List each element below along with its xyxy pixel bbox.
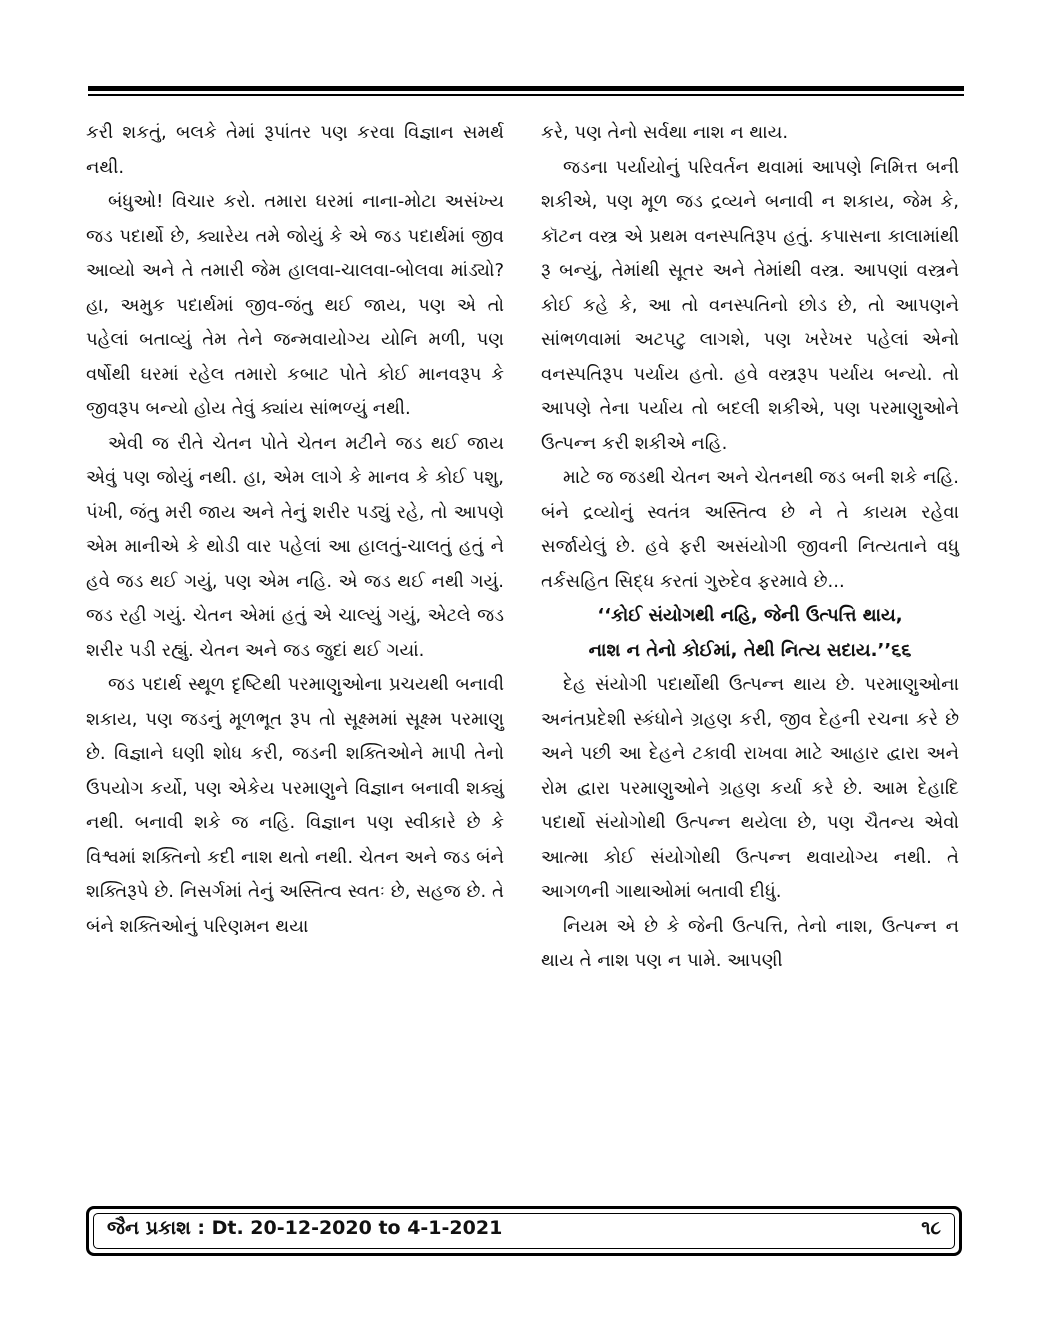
paragraph: કરે, પણ તેનો સર્વથા નાશ ન થાય.	[541, 122, 789, 143]
paragraph: કરી શકતું, બલકે તેમાં રૂપાંતર પણ કરવા વિજ્ઞાન સમર્થ નથી.	[86, 122, 504, 178]
publication-title: જૈન પ્રકાશ : Dt. 20-12-2020 to 4-1-2021	[107, 1217, 503, 1239]
page-number: ૧૮	[921, 1217, 941, 1239]
paragraph: માટે જ જડથી ચેતન અને ચેતનથી જડ બની શકે નહિ. બંને દ્રવ્યોનું સ્વતંત્ર અસ્તિત્વ છે ને તે કાયમ રહેવા સર્જાયેલું છે. હવે ફરી અસંયોગી જીવની નિત્યતાને વધુ તર્કસહિત સિદ્ધ કરતાં ગુરુદેવ ફરમાવે છે...	[541, 467, 959, 592]
paragraph: દેહ સંયોગી પદાર્થોથી ઉત્પન્ન થાય છે. પરમાણુઓના અનંતપ્રદેશી સ્કંધોને ગ્રહણ કરી, જીવ દેહની રચના કરે છે અને પછી આ દેહને ટકાવી રાખવા માટે આહાર દ્વારા અને રોમ દ્વારા પરમાણુઓને ગ્રહણ કર્યા કરે છે. આમ દેહાદિ પદાર્થો સંયોગોથી ઉત્પન્ન થયેલા છે, પણ ચૈતન્ય એવો આત્મા કોઈ સંયોગોથી ઉત્પન્ન થવાયોગ્ય નથી. તે આગળની ગાથાઓમાં બતાવી દીધું.	[541, 674, 959, 902]
right-column	[541, 116, 959, 979]
paragraph: નિયમ એ છે કે જેની ઉત્પત્તિ, તેનો નાશ, ઉત્પન્ન ન થાય તે નાશ પણ ન પામે. આપણી	[541, 915, 959, 971]
paragraph: એવી જ રીતે ચેતન પોતે ચેતન મટીને જડ થઈ જાય એવું પણ જોયું નથી. હા, એમ લાગે કે માનવ કે કોઈ પશુ, પંખી, જંતુ મરી જાય અને તેનું શરીર પડ્યું રહે, તો આપણે એમ માનીએ કે થોડી વાર પહેલાં આ હાલતું-ચાલતું હતું ને હવે જડ થઈ ગયું, પણ એમ નહિ. એ જડ થઈ નથી ગયું. જડ રહી ગયું. ચેતન એમાં હતું એ ચાલ્યું ગયું, એટલે જડ શરીર પડી રહ્યું. ચેતન અને જડ જુદાં થઈ ગયાં.	[86, 432, 504, 661]
verse-line-1: ‘‘કોઈ સંયોગથી નહિ, જેની ઉત્પત્તિ થાય,	[597, 605, 903, 626]
left-column	[86, 116, 504, 944]
footer-box	[86, 1206, 962, 1256]
paragraph: જડના પર્યાયોનું પરિવર્તન થવામાં આપણે નિમિત્ત બની શકીએ, પણ મૂળ જડ દ્રવ્યને બનાવી ન શકાય, જેમ કે, કૉટન વસ્ત્ર એ પ્રથમ વનસ્પતિરૂપ હતું. કપાસના કાલામાંથી રૂ બન્યું, તેમાંથી સૂતર અને તેમાંથી વસ્ત્ર. આપણાં વસ્ત્રને કોઈ કહે કે, આ તો વનસ્પતિનો છોડ છે, તો આપણને સાંભળવામાં અટપટુ લાગશે, પણ ખરેખર પહેલાં એનો વનસ્પતિરૂપ પર્યાય હતો. હવે વસ્ત્રરૂપ પર્યાય બન્યો. તો આપણે તેના પર્યાય તો બદલી શકીએ, પણ પરમાણુઓને ઉત્પન્ન કરી શકીએ નહિ.	[541, 156, 959, 454]
verse-line-2: નાશ ન તેનો કોઈમાં, તેથી નિત્ય સદાય.’’૬૬	[588, 639, 912, 661]
header-rule-thin	[88, 94, 964, 96]
paragraph: બંધુઓ! વિચાર કરો. તમારા ઘરમાં નાના-મોટા અસંખ્ય જડ પદાર્થો છે, ક્યારેય તમે જોયું કે એ જડ પદાર્થમાં જીવ આવ્યો અને તે તમારી જેમ હાલવા-ચાલવા-બોલવા માંડ્યો? હા, અમુક પદાર્થમાં જીવ-જંતુ થઈ જાય, પણ એ તો પહેલાં બતાવ્યું તેમ તેને જન્મવાયોગ્ય યોનિ મળી, પણ વર્ષોથી ઘરમાં રહેલ તમારો કબાટ પોતે કોઈ માનવરૂપ કે જીવરૂપ બન્યો હોય તેવું ક્યાંય સાંભળ્યું નથી.	[86, 191, 504, 419]
paragraph: જડ પદાર્થ સ્થૂળ દૃષ્ટિથી પરમાણુઓના પ્રચયથી બનાવી શકાય, પણ જડનું મૂળભૂત રૂપ તો સૂક્ષ્મમાં સૂક્ષ્મ પરમાણુ છે. વિજ્ઞાને ઘણી શોધ કરી, જડની શક્તિઓને માપી તેનો ઉપયોગ કર્યો, પણ એકેય પરમાણુને વિજ્ઞાન બનાવી શક્યું નથી. બનાવી શકે જ નહિ. વિજ્ઞાન પણ સ્વીકારે છે કે વિશ્વમાં શક્તિનો કદી નાશ થતો નથી. ચેતન અને જડ બંને શક્તિરૂપે છે. નિસર્ગમાં તેનું અસ્તિત્વ સ્વતઃ છે, સહજ છે. તે બંને શક્તિઓનું પરિણમન થયા	[86, 674, 504, 937]
header-rule-thick	[88, 86, 964, 91]
